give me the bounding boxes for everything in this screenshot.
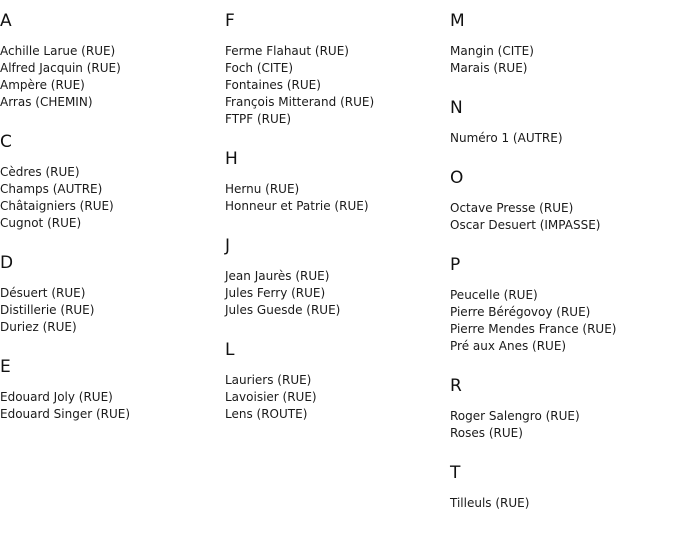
- letter-heading: O: [450, 168, 464, 188]
- street-link[interactable]: Tilleuls (RUE): [450, 496, 530, 510]
- letter-heading: R: [450, 376, 462, 396]
- letter-heading: J: [225, 236, 231, 256]
- street-list: [450, 130, 670, 147]
- street-link[interactable]: Roger Salengro (RUE): [450, 409, 580, 423]
- street-link[interactable]: Roses (RUE): [450, 426, 523, 440]
- street-link[interactable]: Edouard Joly (RUE): [0, 390, 113, 404]
- street-link[interactable]: Edouard Singer (RUE): [0, 407, 131, 421]
- street-link[interactable]: Jules Ferry (RUE): [225, 286, 326, 300]
- street-link[interactable]: Cugnot (RUE): [0, 216, 82, 230]
- letter-heading: M: [450, 11, 465, 31]
- street-column-3: [450, 10, 670, 532]
- street-link[interactable]: Achille Larue (RUE): [0, 44, 116, 58]
- street-link[interactable]: Lauriers (RUE): [225, 373, 312, 387]
- street-link[interactable]: FTPF (RUE): [225, 112, 292, 126]
- letter-group-e: [0, 356, 220, 423]
- letter-group-m: [450, 10, 670, 77]
- street-link[interactable]: Lens (ROUTE): [225, 407, 308, 421]
- street-link[interactable]: Honneur et Patrie (RUE): [225, 199, 369, 213]
- street-list: [225, 43, 445, 128]
- street-link[interactable]: Ferme Flahaut (RUE): [225, 44, 349, 58]
- street-list: [450, 408, 670, 442]
- letter-heading: A: [0, 11, 12, 31]
- street-link[interactable]: Jules Guesde (RUE): [225, 303, 341, 317]
- street-link[interactable]: Pré aux Anes (RUE): [450, 339, 567, 353]
- letter-group-f: [225, 10, 445, 128]
- letter-group-j: [225, 235, 445, 319]
- street-link[interactable]: Lavoisier (RUE): [225, 390, 317, 404]
- street-link[interactable]: Foch (CITE): [225, 61, 294, 75]
- street-link[interactable]: Oscar Desuert (IMPASSE): [450, 218, 601, 232]
- letter-group-p: [450, 254, 670, 355]
- street-list: [0, 43, 220, 111]
- street-link[interactable]: Cèdres (RUE): [0, 165, 80, 179]
- street-list: [0, 285, 220, 336]
- street-link[interactable]: Numéro 1 (AUTRE): [450, 131, 563, 145]
- letter-heading: P: [450, 255, 461, 275]
- letter-group-h: [225, 148, 445, 215]
- letter-heading: F: [225, 11, 235, 31]
- street-link[interactable]: Mangin (CITE): [450, 44, 534, 58]
- street-link[interactable]: Marais (RUE): [450, 61, 528, 75]
- street-list: [225, 268, 445, 319]
- street-link[interactable]: Octave Presse (RUE): [450, 201, 574, 215]
- letter-group-d: [0, 252, 220, 336]
- letter-group-o: [450, 167, 670, 234]
- street-link[interactable]: Fontaines (RUE): [225, 78, 321, 92]
- street-link[interactable]: Pierre Mendes France (RUE): [450, 322, 617, 336]
- street-link[interactable]: Duriez (RUE): [0, 320, 77, 334]
- street-list: [0, 164, 220, 232]
- letter-heading: L: [225, 340, 235, 360]
- letter-heading: H: [225, 149, 238, 169]
- street-column-2: [225, 10, 445, 443]
- street-link[interactable]: Ampère (RUE): [0, 78, 85, 92]
- street-link[interactable]: Jean Jaurès (RUE): [225, 269, 330, 283]
- street-link[interactable]: Hernu (RUE): [225, 182, 300, 196]
- street-link[interactable]: Champs (AUTRE): [0, 182, 103, 196]
- letter-heading: T: [450, 463, 461, 483]
- street-list: [450, 200, 670, 234]
- street-link[interactable]: Distillerie (RUE): [0, 303, 95, 317]
- street-column-1: [0, 10, 220, 443]
- letter-group-n: [450, 97, 670, 147]
- letter-group-l: [225, 339, 445, 423]
- street-list: [450, 43, 670, 77]
- letter-group-r: [450, 375, 670, 442]
- street-list: [450, 495, 670, 512]
- letter-heading: N: [450, 98, 463, 118]
- street-list: [450, 287, 670, 355]
- street-link[interactable]: Désuert (RUE): [0, 286, 86, 300]
- street-list: [0, 389, 220, 423]
- street-link[interactable]: Alfred Jacquin (RUE): [0, 61, 121, 75]
- street-link[interactable]: Châtaigniers (RUE): [0, 199, 114, 213]
- street-link[interactable]: François Mitterand (RUE): [225, 95, 375, 109]
- letter-group-a: [0, 10, 220, 111]
- street-link[interactable]: Pierre Bérégovoy (RUE): [450, 305, 591, 319]
- street-list: [225, 372, 445, 423]
- street-link[interactable]: Arras (CHEMIN): [0, 95, 93, 109]
- letter-heading: C: [0, 132, 12, 152]
- letter-heading: E: [0, 357, 11, 377]
- letter-group-t: [450, 462, 670, 512]
- letter-group-c: [0, 131, 220, 232]
- street-link[interactable]: Peucelle (RUE): [450, 288, 538, 302]
- letter-heading: D: [0, 253, 14, 273]
- street-list: [225, 181, 445, 215]
